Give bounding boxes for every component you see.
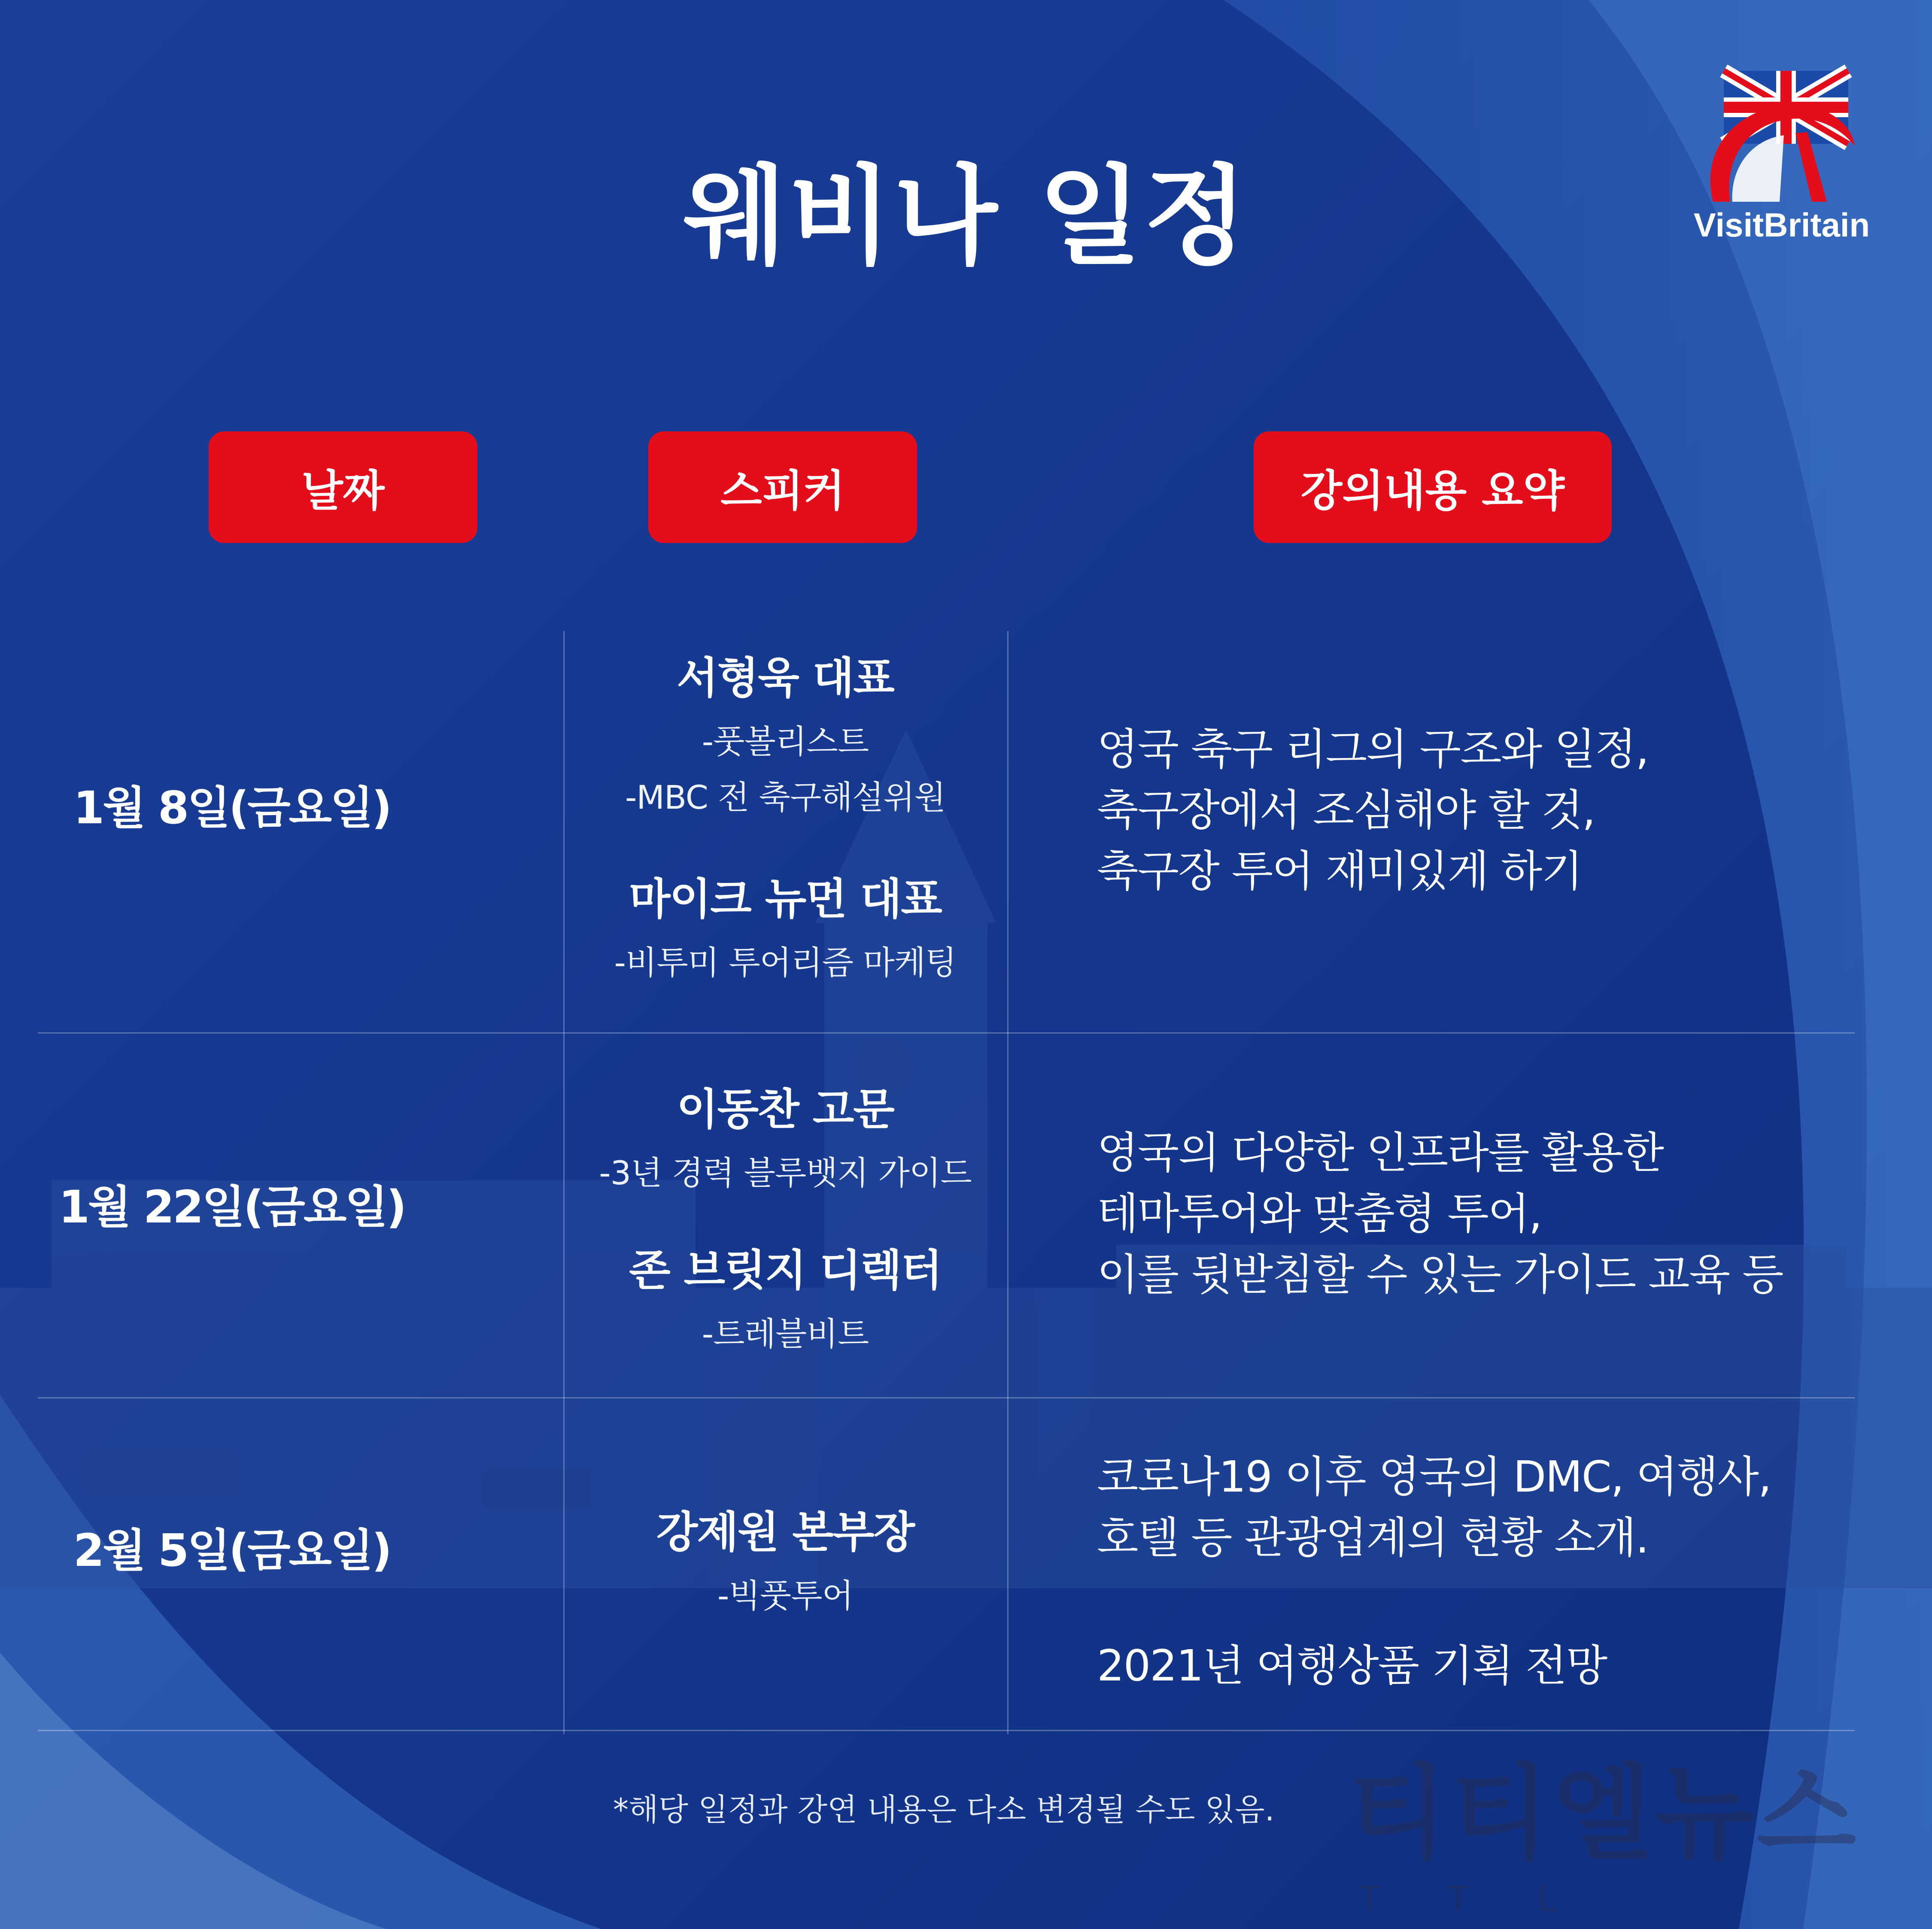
summary-line: 코로나19 이후 영국의 DMC, 여행사, [1097, 1452, 1771, 1502]
summary-line: 이를 뒷받침할 수 있는 가이드 교육 등 [1097, 1250, 1783, 1300]
speaker-detail: -비투미 투어리즘 마케팅 [614, 943, 957, 982]
speaker-name: 서형욱 대표 [677, 653, 894, 703]
summary-line: 축구장에서 조심해야 할 것, [1097, 785, 1595, 835]
header-summary: 강의내용 요약 [1254, 431, 1612, 543]
row-date: 2월 5일(금요일) [73, 1524, 391, 1577]
speaker-detail: -트레블비트 [702, 1315, 869, 1353]
page-title: 웨비나 일정 [683, 154, 1249, 279]
column-divider [1007, 631, 1009, 1734]
speaker-name: 이동찬 고문 [677, 1084, 894, 1134]
summary-line: 영국 축구 리그의 구조와 일정, [1097, 724, 1649, 774]
watermark: 티티엘뉴스 [1348, 1753, 1859, 1874]
row-divider [38, 1397, 1855, 1398]
header-date: 날짜 [209, 431, 477, 543]
summary-line: 영국의 다양한 인프라를 활용한 [1097, 1128, 1664, 1178]
row-date: 1월 22일(금요일) [58, 1181, 405, 1233]
row-divider [38, 1032, 1855, 1034]
summary-line: 테마투어와 맞춤형 투어, [1097, 1189, 1542, 1239]
speaker-name: 강제원 본부장 [656, 1507, 914, 1557]
header-speaker: 스피커 [648, 431, 917, 543]
row-divider [38, 1730, 1855, 1731]
summary-line: 축구장 투어 재미있게 하기 [1097, 846, 1582, 896]
speaker-detail: -풋볼리스트 [702, 722, 869, 761]
speaker-name: 존 브릿지 디렉터 [629, 1245, 942, 1295]
speaker-name: 마이크 뉴먼 대표 [629, 874, 942, 924]
row-date: 1월 8일(금요일) [73, 782, 391, 834]
visitbritain-logo-text: VisitBritain [1693, 206, 1870, 244]
speaker-detail: -3년 경력 블루뱃지 가이드 [599, 1154, 972, 1192]
summary-line: 호텔 등 관광업계의 현황 소개. [1097, 1513, 1649, 1563]
speaker-detail: -빅풋투어 [717, 1577, 854, 1615]
summary-line: 2021년 여행상품 기획 전망 [1097, 1641, 1607, 1691]
footnote: *해당 일정과 강연 내용은 다소 변경될 수도 있음. [613, 1792, 1275, 1828]
watermark-sub: TTL [1359, 1879, 1625, 1919]
speaker-detail: -MBC 전 축구해설위원 [625, 778, 946, 816]
